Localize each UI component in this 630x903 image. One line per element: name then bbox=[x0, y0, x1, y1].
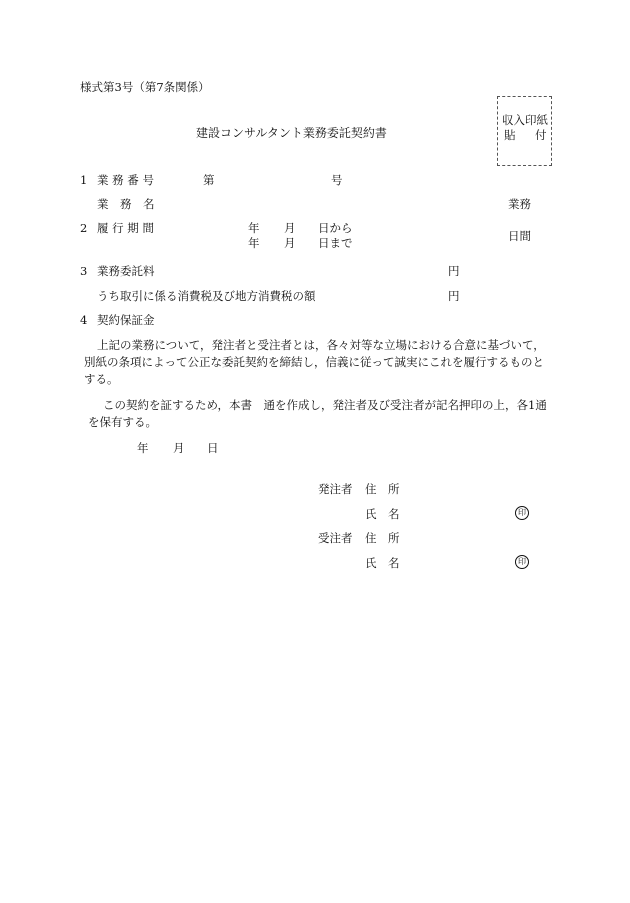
orderer-address-label: 住 所 bbox=[365, 482, 400, 496]
date-year: 年 bbox=[137, 441, 149, 455]
period-to-day: 日まで bbox=[318, 236, 353, 250]
item4-number: 4 bbox=[80, 313, 88, 327]
tax-label: うち取引に係る消費税及び地方消費税の額 bbox=[97, 289, 316, 303]
paragraph2-line1: この契約を証するため，本書 通を作成し，発注者及び受注者が記名押印の上，各1通 bbox=[103, 398, 547, 412]
item3-label: 業務委託料 bbox=[97, 264, 155, 278]
form-label: 様式第3号（第7条関係） bbox=[80, 80, 210, 94]
orderer-name-label: 氏 名 bbox=[365, 507, 400, 521]
item1-label: 業 務 番 号 bbox=[97, 173, 154, 187]
item3-yen: 円 bbox=[448, 264, 460, 278]
paragraph2-line2: を保有する。 bbox=[88, 415, 157, 429]
contractor-role: 受注者 bbox=[318, 531, 353, 545]
paragraph1-line1: 上記の業務について，発注者と受注者とは，各々対等な立場における合意に基づいて， bbox=[97, 338, 545, 352]
item1-go: 号 bbox=[331, 173, 343, 187]
period-to-year: 年 bbox=[248, 236, 260, 250]
contractor-seal-icon: 印 bbox=[515, 555, 529, 569]
paragraph1-line3: する。 bbox=[84, 372, 119, 386]
item4-label: 契約保証金 bbox=[97, 313, 155, 327]
orderer-seal-icon: 印 bbox=[515, 506, 529, 520]
date-day: 日 bbox=[207, 441, 219, 455]
period-to-month: 月 bbox=[284, 236, 296, 250]
document-title: 建設コンサルタント業務委託契約書 bbox=[196, 126, 387, 140]
orderer-role: 発注者 bbox=[318, 482, 353, 496]
contractor-address-label: 住 所 bbox=[365, 531, 400, 545]
business-name-suffix: 業務 bbox=[508, 197, 531, 211]
item2-number: 2 bbox=[80, 221, 88, 235]
period-days-suffix: 日間 bbox=[508, 229, 531, 243]
item2-label: 履 行 期 間 bbox=[97, 221, 154, 235]
date-month: 月 bbox=[173, 441, 185, 455]
contractor-name-label: 氏 名 bbox=[365, 556, 400, 570]
stamp-label-paste: 貼 bbox=[504, 128, 516, 142]
period-from-day: 日から bbox=[318, 221, 353, 235]
business-name-label: 業 務 名 bbox=[97, 197, 155, 211]
period-from-month: 月 bbox=[284, 221, 296, 235]
revenue-stamp-box bbox=[497, 96, 552, 166]
stamp-label: 収入印紙 bbox=[502, 113, 548, 127]
tax-yen: 円 bbox=[448, 289, 460, 303]
item3-number: 3 bbox=[80, 264, 88, 278]
paragraph1-line2: 別紙の条項によって公正な委託契約を締結し，信義に従って誠実にこれを履行するものと bbox=[84, 355, 544, 369]
stamp-label-affix: 付 bbox=[535, 128, 547, 142]
period-from-year: 年 bbox=[248, 221, 260, 235]
item1-number: 1 bbox=[80, 173, 88, 187]
item1-dai: 第 bbox=[203, 173, 215, 187]
